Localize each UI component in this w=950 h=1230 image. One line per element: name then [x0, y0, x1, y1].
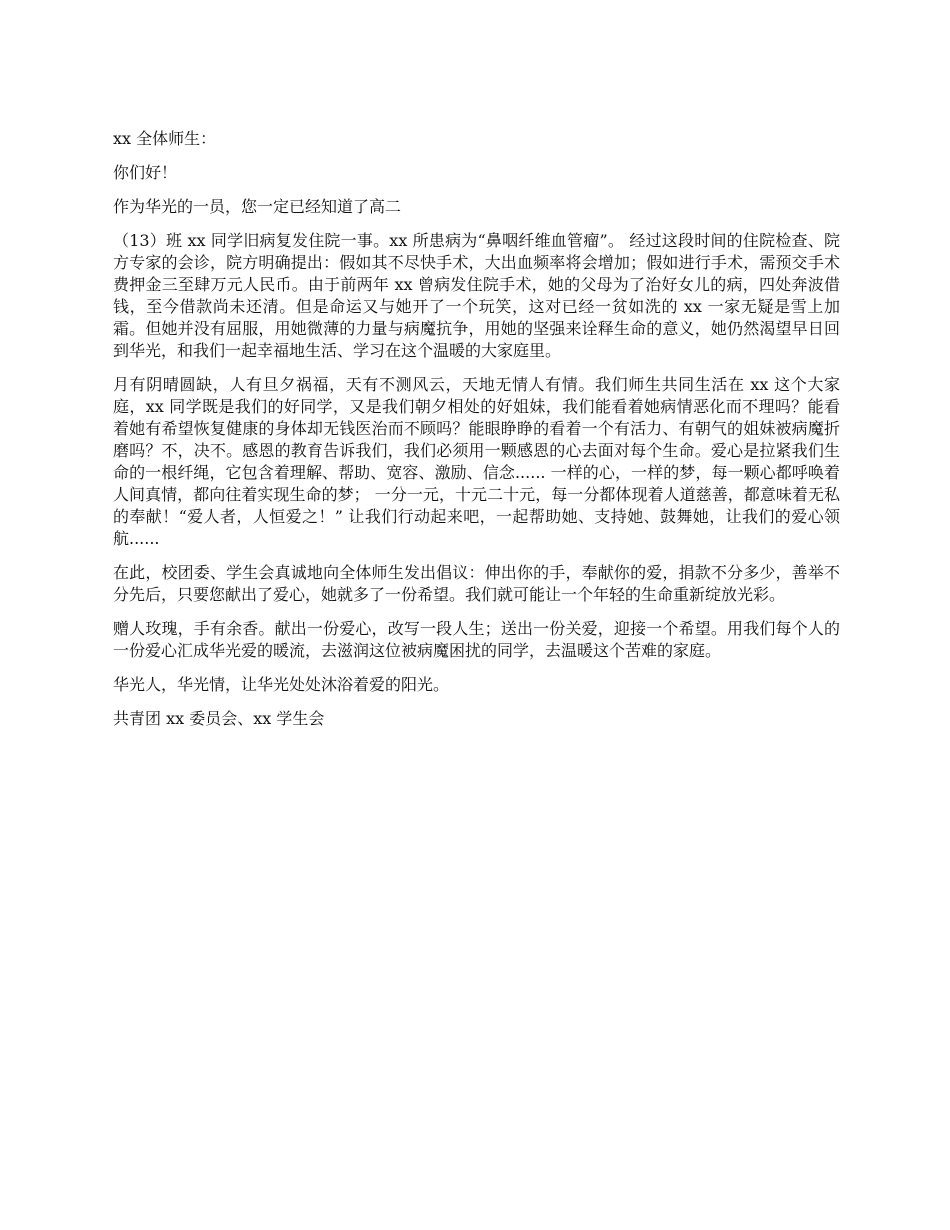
- paragraph-situation: （13）班 xx 同学旧病复发住院一事。xx 所患病为“鼻咽纤维血管瘤”。 经过这段时间的住院检查、院方专家的会诊，院方明确提出：假如其不尽快手术，大出血频率将会增加；假如进行手术，需预交手术费押金三至肆万元人民币。由于前两年 xx 曾病发住院手术，她的父母为了治好女儿的病，四处奔波借钱，至今借款尚未还清。但是命运又与她开了一个玩笑，这对已经一贫如洗的 xx 一家无疑是雪上加霜。但她并没有屈服，用她微薄的力量与病魔抗争，用她的坚强来诠释生命的意义，她仍然渴望早日回到华光，和我们一起幸福地生活、学习在这个温暖的大家庭里。: [113, 231, 840, 360]
- paragraph-proposal: 在此，校团委、学生会真诚地向全体师生发出倡议：伸出你的手，奉献你的爱，捐款不分多少，善举不分先后，只要您献出了爱心，她就多了一份希望。我们就可能让一个年轻的生命重新绽放光彩。: [113, 563, 840, 604]
- document-page: [113, 128, 840, 742]
- salutation: xx 全体师生：: [113, 129, 217, 148]
- paragraph-closing: 华光人，华光情，让华光处处沐浴着爱的阳光。: [113, 675, 450, 694]
- signature: 共青团 xx 委员会、xx 学生会: [113, 709, 325, 728]
- paragraph-appeal: 月有阴晴圆缺，人有旦夕祸福，天有不测风云，天地无情人有情。我们师生共同生活在 xx 这个大家庭，xx 同学既是我们的好同学，又是我们朝夕相处的好姐妹，我们能看着她病情恶化而不理吗？能看着她有希望恢复健康的身体却无钱医治而不顾吗？能眼睁睁的看着一个有活力、有朝气的姐妹被病魔折磨吗？不，决不。感恩的教育告诉我们，我们必须用一颗感恩的心去面对每个生命。爱心是拉紧我们生命的一根纤绳，它包含着理解、帮助、宽容、激励、信念...... 一样的心，一样的梦，每一颗心都呼唤着人间真情，都向往着实现生命的梦； 一分一元，十元二十元，每一分都体现着人道慈善，都意味着无私的奉献！“爱人者，人恒爱之！” 让我们行动起来吧，一起帮助她、支持她、鼓舞她，让我们的爱心领航......: [113, 375, 840, 548]
- paragraph-roses: 赠人玫瑰，手有余香。献出一份爱心，改写一段人生；送出一份关爱，迎接一个希望。用我们每个人的一份爱心汇成华光爱的暖流，去滋润这位被病魔困扰的同学，去温暖这个苦难的家庭。: [113, 619, 840, 660]
- greeting: 你们好！: [113, 163, 178, 182]
- intro-line: 作为华光的一员，您一定已经知道了高二: [113, 197, 402, 216]
